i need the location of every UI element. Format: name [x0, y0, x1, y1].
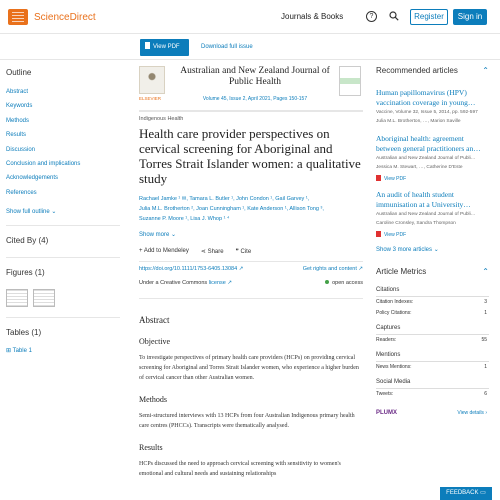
elsevier-tree-icon	[8, 9, 28, 25]
metrics-title: Article Metrics	[376, 267, 427, 276]
author-list	[139, 194, 363, 224]
doi-link[interactable]	[139, 266, 243, 272]
mentions-label: Mentions	[376, 352, 489, 362]
table-icon: ⊞	[6, 348, 12, 355]
doi-row	[139, 266, 363, 278]
metric-row	[376, 310, 489, 319]
figure-thumbnail[interactable]	[6, 289, 28, 307]
view-pdf-label: View PDF	[384, 232, 407, 238]
chevron-up-icon[interactable]: ⌃	[482, 66, 489, 75]
share-label: Share	[207, 249, 224, 255]
outline-list	[6, 89, 120, 204]
recommended-article-authors: Jessica M. Stewart, …, Catherine D'Este	[376, 165, 463, 170]
metric-name: Citation Indexes:	[376, 299, 414, 305]
recommended-view-pdf-link[interactable]	[376, 231, 489, 238]
divider	[139, 110, 363, 112]
citations-group	[376, 287, 489, 319]
journal-issue-meta[interactable]: Volume 45, Issue 2, April 2021, Pages 150-157	[202, 96, 308, 102]
metric-name: Policy Citations:	[376, 310, 412, 316]
recommended-article-journal: Vaccine, Volume 32, Issue 5, 2014, pp. 592-597	[376, 110, 478, 115]
journal-header	[139, 66, 363, 104]
article-tools	[139, 248, 363, 255]
recommended-article	[376, 88, 489, 126]
chevron-right-icon: ›	[485, 410, 487, 416]
social-media-label: Social Media	[376, 379, 489, 389]
publisher-name: ELSEVIER	[139, 96, 162, 101]
license-prefix: Under a Creative Commons	[139, 280, 208, 286]
divider	[139, 261, 363, 262]
external-link-icon: ↗	[227, 280, 232, 286]
view-pdf-button[interactable]	[140, 39, 189, 56]
metric-row	[376, 337, 489, 346]
outline-item-methods[interactable]: Methods	[6, 117, 30, 124]
recommended-article-journal: Australian and New Zealand Journal of Publi…	[376, 156, 476, 161]
outline-title: Outline	[6, 68, 32, 77]
metric-name: News Mentions:	[376, 364, 412, 370]
elsevier-logo[interactable]	[139, 66, 165, 94]
divider	[6, 257, 120, 258]
pdf-icon	[376, 175, 381, 181]
logo-text: ScienceDirect	[34, 11, 96, 23]
metric-value: 3	[484, 299, 487, 305]
divider	[6, 225, 120, 226]
view-pdf-label: View PDF	[153, 44, 180, 50]
recommended-article-title[interactable]: Aboriginal health: agreement between general practitioners an…	[376, 134, 481, 153]
cite-button[interactable]	[236, 248, 252, 255]
outline-item-keywords[interactable]: Keywords	[6, 103, 33, 110]
view-pdf-label: View PDF	[384, 176, 407, 182]
share-icon: ⋖	[200, 249, 206, 255]
left-sidebar	[6, 68, 120, 354]
journal-title[interactable]: Australian and New Zealand Journal of Public Health	[180, 66, 330, 87]
citations-label: Citations	[376, 287, 489, 297]
view-details-label: View details	[457, 410, 484, 416]
results-heading: Results	[139, 443, 163, 452]
help-icon[interactable]: ?	[366, 11, 377, 22]
recommended-header	[376, 66, 489, 80]
divider	[139, 298, 363, 299]
right-sidebar	[376, 66, 489, 420]
outline-item-discussion[interactable]: Discussion	[6, 146, 36, 153]
recommended-article	[376, 134, 489, 182]
chevron-down-icon: ⌄	[171, 232, 177, 238]
recommended-title: Recommended articles	[376, 66, 458, 75]
show-more-button[interactable]	[139, 231, 363, 238]
figures-title: Figures (1)	[6, 268, 45, 278]
social-media-group	[376, 379, 489, 400]
metric-row	[376, 299, 489, 308]
journal-cover-image[interactable]	[339, 66, 361, 96]
feedback-label: FEEDBACK	[446, 490, 479, 496]
cited-by-title[interactable]: Cited By (4)	[6, 236, 49, 246]
captures-label: Captures	[376, 325, 489, 335]
pdf-icon	[376, 231, 381, 237]
metric-name: Readers:	[376, 337, 397, 343]
table-1-link[interactable]	[6, 347, 120, 354]
rights-label: Get rights and content	[302, 266, 357, 272]
abstract-heading: Abstract	[139, 315, 170, 325]
open-access-dot-icon	[325, 280, 329, 284]
show-more-label: Show more	[139, 232, 170, 238]
pdf-icon	[145, 42, 150, 49]
tables-title: Tables (1)	[6, 328, 42, 338]
metric-row	[376, 391, 489, 400]
authors-line[interactable]: Suzanne P. Moore ¹, Lisa J. Whop ¹ ⁴	[139, 216, 230, 222]
divider	[6, 317, 120, 318]
chat-icon: ▭	[480, 490, 486, 496]
metric-value: 1	[484, 310, 487, 316]
chevron-down-icon: ⌄	[51, 209, 57, 216]
metric-value: 6	[484, 391, 487, 397]
outline-item-abstract[interactable]: Abstract	[6, 89, 29, 95]
metric-value: 55	[481, 337, 487, 343]
metric-name: Tweets:	[376, 391, 394, 397]
rights-link[interactable]	[303, 266, 363, 272]
recommended-article-title[interactable]: An audit of health student immunisation at a University…	[376, 190, 471, 209]
figure-thumbnail[interactable]	[33, 289, 55, 307]
outline-item-conclusion[interactable]: Conclusion and implications	[6, 160, 81, 167]
results-text: HCPs discussed the need to approach cervical screening with sensitivity to women's emotional and cultural needs and sustaining relationships	[139, 461, 341, 477]
download-full-issue-link[interactable]: Download full issue	[201, 44, 253, 50]
open-access-badge	[325, 280, 363, 286]
recommended-view-pdf-link[interactable]	[376, 175, 489, 182]
article-action-bar	[0, 34, 500, 60]
open-access-label: open access	[332, 280, 363, 286]
methods-heading: Methods	[139, 395, 167, 404]
journals-books-link[interactable]: Journals & Books	[281, 12, 344, 21]
plumx-row	[376, 408, 489, 420]
objective-text: To investigate perspectives of primary health care providers (HCPs) on providing cervical screening for Aboriginal and Torres Strait Islander women, who experience a higher burden of cervical cancer than other Australian women.	[139, 355, 359, 381]
register-button[interactable]: Register	[410, 9, 448, 25]
article-title: Health care provider perspectives on cervical screening for Aboriginal and Torres Strait Islander women: a qualitative study	[139, 126, 361, 186]
figure-thumbnails	[6, 289, 120, 307]
outline-item-results[interactable]: Results	[6, 132, 27, 139]
chevron-down-icon: ⌄	[433, 247, 439, 253]
outline-item-acknowledgements[interactable]: Acknowledgements	[6, 175, 59, 182]
recommended-article-authors: Caroline Cronsley, Sandra Thompson	[376, 221, 456, 226]
top-navigation-bar	[0, 0, 500, 34]
captures-group	[376, 325, 489, 346]
license-row	[139, 280, 363, 292]
quote-icon: ❞	[235, 249, 239, 255]
cite-label: Cite	[240, 249, 252, 255]
recommended-article	[376, 190, 489, 238]
recommended-article-journal: Australian and New Zealand Journal of Publi…	[376, 212, 476, 217]
show-more-articles-label: Show 3 more articles	[376, 247, 433, 253]
doi-text: https://doi.org/10.1111/1753-6405.13084	[139, 266, 238, 272]
share-button[interactable]	[201, 248, 224, 255]
mentions-group	[376, 352, 489, 373]
methods-text: Semi-structured interviews with 13 HCPs from four Australian Indigenous primary health care centres (PHCCs). Transcripts were thematically analysed.	[139, 413, 355, 429]
authors-line[interactable]: Julia M.L. Brotherton ², Joan Cunningham ¹, Kate Anderson ¹, Allison Tong ³,	[139, 206, 324, 212]
outline-item-references[interactable]: References	[6, 189, 37, 196]
metric-row	[376, 364, 489, 373]
recommended-article-title[interactable]: Human papillomavirus (HPV) vaccination coverage in young…	[376, 88, 476, 107]
search-icon[interactable]	[389, 11, 399, 21]
license-link[interactable]: license	[208, 280, 226, 286]
article-type: Indigenous Health	[139, 116, 184, 122]
add-to-mendeley-button[interactable]: + Add to Mendeley	[139, 248, 189, 254]
article-main	[139, 66, 363, 479]
chevron-up-icon[interactable]: ⌃	[482, 267, 489, 276]
sciencedirect-logo[interactable]	[8, 9, 96, 25]
sign-in-button[interactable]: Sign in	[453, 9, 487, 25]
external-link-icon: ↗	[238, 266, 244, 272]
view-details-link[interactable]	[457, 410, 487, 416]
show-full-outline-button[interactable]	[6, 208, 120, 215]
show-more-articles-button[interactable]	[376, 246, 489, 253]
plumx-logo[interactable]: PLUMX	[376, 410, 397, 416]
metrics-header	[376, 267, 489, 281]
objective-heading: Objective	[139, 337, 171, 346]
external-link-icon: ↗	[358, 266, 363, 272]
authors-line[interactable]: Rachael Jamke ¹ ✉, Tamara L. Butler ¹, John Condon ¹, Gail Garvey ¹,	[139, 196, 310, 202]
table-1-label: Table 1	[12, 348, 32, 355]
recommended-article-authors: Julia M.L. Brotherton, …, Marion Saville	[376, 119, 461, 124]
show-full-outline-label: Show full outline	[6, 209, 50, 216]
metric-value: 1	[484, 364, 487, 370]
feedback-button[interactable]	[440, 487, 492, 500]
